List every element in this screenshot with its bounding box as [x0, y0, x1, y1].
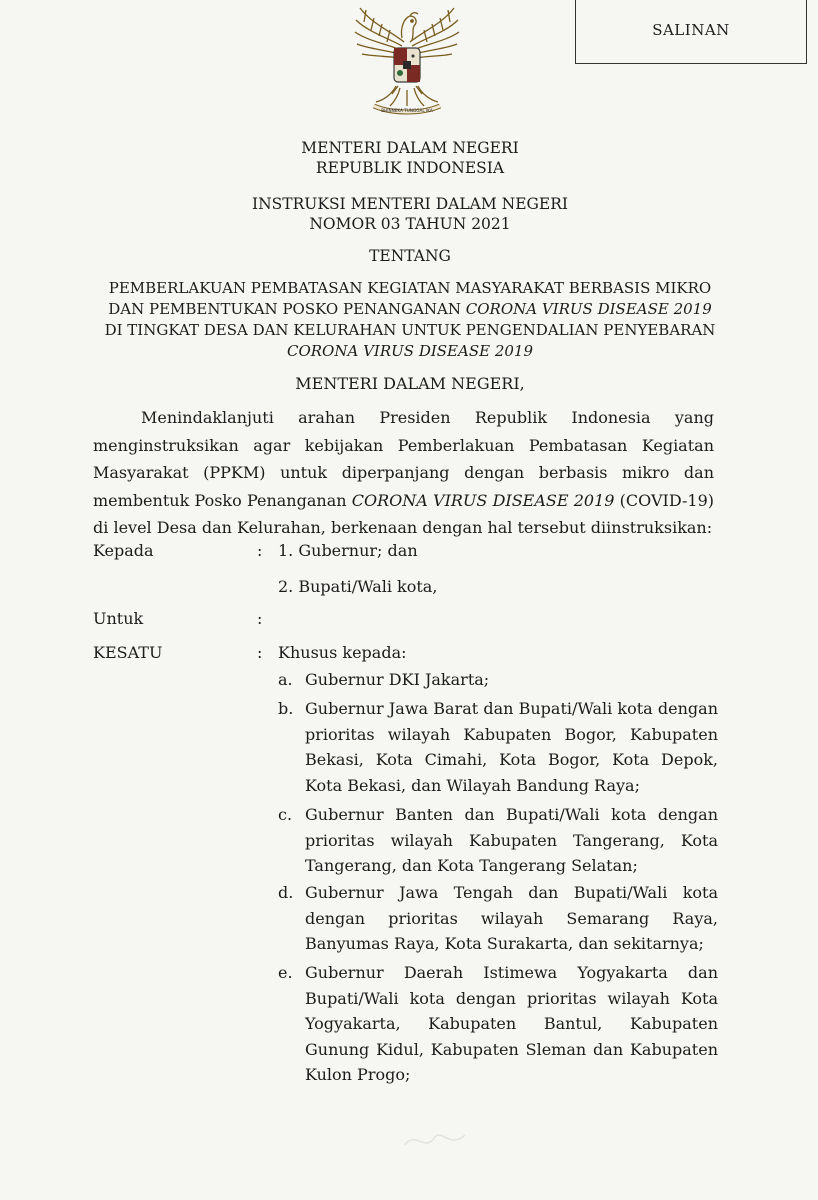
- kepada-label: Kepada: [93, 541, 154, 560]
- instruction-line-2: NOMOR 03 TAHUN 2021: [309, 215, 511, 233]
- salinan-stamp: [575, 0, 807, 64]
- ministry-header: [60, 138, 760, 178]
- untuk-colon: :: [257, 609, 263, 628]
- list-item-letter: b.: [278, 699, 294, 718]
- garuda-emblem-icon: [352, 2, 462, 120]
- kesatu-label: KESATU: [93, 643, 163, 662]
- subject-line-4: [60, 341, 760, 362]
- instruction-title: [60, 194, 760, 234]
- untuk-label: Untuk: [93, 609, 144, 628]
- list-item-text: Gubernur Jawa Tengah dan Bupati/Wali kota dengan prioritas wilayah Semarang Raya, Banyumas Raya, Kota Surakarta, dan sekitarnya;: [305, 883, 718, 953]
- header-line-1: MENTERI DALAM NEGERI: [301, 139, 519, 157]
- svg-text:BHINNEKA TUNGGAL IKA: BHINNEKA TUNGGAL IKA: [381, 108, 433, 113]
- subject-title: [60, 278, 760, 362]
- list-item: [278, 667, 718, 693]
- kepada-item-2: 2. Bupati/Wali kota,: [278, 577, 438, 596]
- subject-line-2-italic: CORONA VIRUS DISEASE 2019: [465, 300, 712, 318]
- kesatu-intro: Khusus kepada:: [278, 643, 407, 662]
- list-item-text: Gubernur Jawa Barat dan Bupati/Wali kota dengan prioritas wilayah Kabupaten Bogor, Kabupaten Bekasi, Kota Cimahi, Kota Bogor, Kota Depok, Kota Bekasi, dan Wilayah Bandung Raya;: [305, 699, 718, 795]
- list-item: [278, 696, 718, 798]
- list-item-text: Gubernur Banten dan Bupati/Wali kota dengan prioritas wilayah Kabupaten Tangerang, Kota Tangerang, dan Kota Tangerang Selatan;: [305, 805, 718, 875]
- faint-signature-mark-icon: [400, 1125, 470, 1155]
- instruction-line-1: INSTRUKSI MENTERI DALAM NEGERI: [251, 195, 569, 213]
- list-item: [278, 802, 718, 879]
- subject-line-2: [60, 299, 760, 320]
- subject-line-4-italic: CORONA VIRUS DISEASE 2019: [286, 342, 533, 360]
- list-item-text: Gubernur Daerah Istimewa Yogyakarta dan Bupati/Wali kota dengan prioritas wilayah Kota Yogyakarta, Kabupaten Bantul, Kabupaten Gunung Kidul, Kabupaten Sleman dan Kabupaten Kulon Progo;: [305, 963, 718, 1084]
- subject-line-1: PEMBERLAKUAN PEMBATASAN KEGIATAN MASYARAKAT BERBASIS MIKRO: [108, 279, 712, 297]
- preamble-paragraph: [93, 404, 714, 542]
- list-item-letter: e.: [278, 963, 293, 982]
- preamble-text-2: (COVID-19) di level Desa dan Kelurahan, berkenaan dengan hal tersebut diinstruksikan:: [93, 490, 714, 537]
- subject-line-3: DI TINGKAT DESA DAN KELURAHAN UNTUK PENGENDALIAN PENYEBARAN: [104, 321, 716, 339]
- preamble-italic: CORONA VIRUS DISEASE 2019: [351, 490, 615, 510]
- list-item-letter: a.: [278, 670, 293, 689]
- header-line-2: REPUBLIK INDONESIA: [315, 159, 505, 177]
- list-item-text: Gubernur DKI Jakarta;: [305, 670, 490, 689]
- minister-heading: MENTERI DALAM NEGERI,: [295, 374, 525, 393]
- list-item-letter: d.: [278, 883, 294, 902]
- kepada-item-1: 1. Gubernur; dan: [278, 541, 418, 560]
- salinan-label: SALINAN: [652, 20, 730, 39]
- list-item: [278, 880, 718, 957]
- subject-line-2-text: DAN PEMBENTUKAN POSKO PENANGANAN: [108, 300, 466, 318]
- kepada-colon: :: [257, 541, 263, 560]
- preamble-text-1: Menindaklanjuti arahan Presiden Republik Indonesia yang menginstruksikan agar kebijakan Pemberlakuan Pembatasan Kegiatan Masyarakat (PPKM) untuk diperpanjang dengan berbasis mikro dan membentuk Posko Penanganan: [93, 408, 714, 510]
- list-item: [278, 960, 718, 1088]
- kesatu-colon: :: [257, 643, 263, 662]
- tentang-heading: TENTANG: [369, 247, 451, 265]
- list-item-letter: c.: [278, 805, 293, 824]
